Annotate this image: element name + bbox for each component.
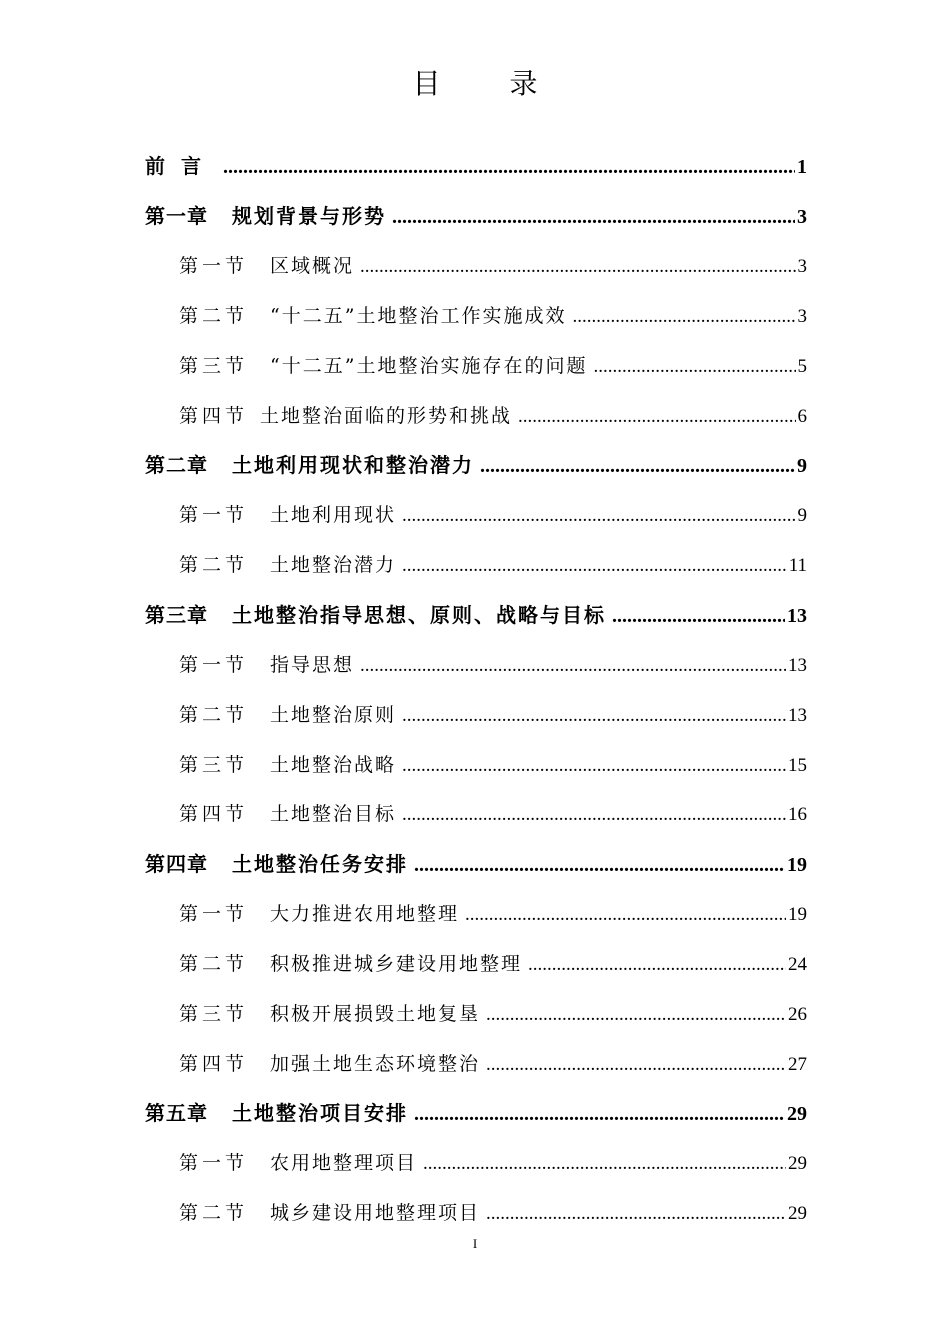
toc-entry-title: 规划背景与形势 (232, 204, 386, 228)
toc-entry-number: 第二节 (179, 1202, 249, 1224)
toc-leader-dots (360, 651, 786, 681)
toc-entry-page: 13 (788, 705, 807, 726)
toc-entry-title: 土地整治项目安排 (232, 1101, 408, 1125)
toc-entry-number: 第二节 (179, 554, 249, 576)
toc-leader-dots (486, 1000, 786, 1030)
toc-entry-section[interactable] (179, 500, 807, 530)
toc-entry-section[interactable] (179, 1148, 807, 1178)
toc-entry-title: “十二五”土地整治工作实施成效 (270, 305, 567, 327)
toc-entry-page: 5 (797, 356, 807, 377)
toc-entry-page: 9 (797, 505, 807, 526)
toc-entry-page: 6 (797, 406, 807, 427)
toc-entry-section[interactable] (179, 700, 807, 730)
toc-entry-chapter-4[interactable] (145, 849, 807, 879)
toc-leader-dots (223, 152, 795, 182)
toc-entry-page: 11 (788, 555, 807, 576)
toc-entry-title: “十二五”土地整治实施存在的问题 (270, 355, 588, 377)
toc-entry-page: 19 (787, 854, 807, 876)
toc-entry-title: 指导思想 (270, 654, 355, 676)
toc-leader-dots (486, 1199, 786, 1229)
toc-entry-chapter-1[interactable] (145, 201, 807, 231)
toc-leader-dots (593, 352, 795, 382)
toc-entry-title: 土地利用现状 (270, 504, 397, 526)
toc-entry-section[interactable] (179, 1049, 807, 1079)
toc-leader-dots (612, 601, 785, 631)
toc-entry-title: 土地整治战略 (270, 754, 397, 776)
toc-entry-number: 第一节 (179, 504, 249, 526)
toc-leader-dots (402, 751, 786, 781)
toc-entry-section[interactable] (179, 301, 807, 331)
toc-entry-title: 加强土地生态环境整治 (270, 1053, 481, 1075)
toc-entry-page: 29 (787, 1103, 807, 1125)
toc-entry-chapter-5[interactable] (145, 1098, 807, 1128)
toc-leader-dots (414, 1099, 785, 1129)
toc-leader-dots (486, 1050, 786, 1080)
toc-leader-dots (360, 252, 795, 282)
toc-entry-title: 农用地整理项目 (270, 1152, 418, 1174)
toc-entry-number: 第一章 (145, 204, 208, 228)
toc-leader-dots (402, 701, 786, 731)
toc-leader-dots (480, 451, 795, 481)
toc-entry-page: 1 (797, 156, 807, 178)
toc-leader-dots (402, 501, 795, 531)
toc-entry-section[interactable] (179, 1198, 807, 1228)
toc-entry-page: 26 (788, 1004, 807, 1025)
toc-entry-title: 土地整治原则 (270, 704, 397, 726)
page-title: 目 录 (412, 67, 568, 100)
toc-entry-number: 第三节 (179, 754, 249, 776)
toc-entry-title: 大力推进农用地整理 (270, 903, 460, 925)
toc-entry-section[interactable] (179, 750, 807, 780)
toc-entry-number: 第一节 (179, 255, 249, 277)
toc-entry-title: 土地整治潜力 (270, 554, 397, 576)
toc-entry-section[interactable] (179, 949, 807, 979)
toc-entry-section[interactable] (179, 999, 807, 1029)
toc-entry-page: 29 (788, 1153, 807, 1174)
toc-entry-page: 13 (787, 605, 807, 627)
toc-entry-number: 第二节 (179, 704, 249, 726)
toc-entry-section[interactable] (179, 799, 807, 829)
toc-entry-page: 3 (797, 256, 807, 277)
toc-leader-dots (518, 402, 795, 432)
toc-entry-title: 土地利用现状和整治潜力 (232, 453, 474, 477)
page-number: I (472, 1236, 478, 1251)
toc-entry-page: 13 (788, 655, 807, 676)
toc-entry-preface[interactable] (145, 151, 807, 181)
toc-entry-title: 积极推进城乡建设用地整理 (270, 953, 523, 975)
toc-entry-page: 19 (788, 904, 807, 925)
toc-entry-section[interactable] (179, 251, 807, 281)
toc-entry-chapter-3[interactable] (145, 600, 807, 630)
toc-entry-number: 第二节 (179, 953, 249, 975)
toc-entry-page: 27 (788, 1054, 807, 1075)
toc-entry-page: 9 (797, 455, 807, 477)
toc-entry-title: 土地整治任务安排 (232, 852, 408, 876)
toc-entry-number: 第二节 (179, 305, 249, 327)
toc-entry-section[interactable] (179, 401, 807, 431)
toc-entry-number: 前言 (145, 154, 217, 178)
toc-entry-number: 第三章 (145, 603, 208, 627)
toc-entry-number: 第一节 (179, 903, 249, 925)
toc-entry-number: 第五章 (145, 1101, 208, 1125)
toc-leader-dots (414, 850, 785, 880)
toc-entry-number: 第一节 (179, 654, 249, 676)
toc-entry-section[interactable] (179, 550, 807, 580)
toc-entry-title: 城乡建设用地整理项目 (270, 1202, 481, 1224)
toc-entry-page: 3 (797, 206, 807, 228)
toc-entry-section[interactable] (179, 351, 807, 381)
toc-entry-title: 区域概况 (270, 255, 355, 277)
toc-entry-number: 第四节 (179, 1053, 249, 1075)
toc-entry-title: 土地整治指导思想、原则、战略与目标 (232, 603, 606, 627)
toc-entry-section[interactable] (179, 899, 807, 929)
toc-leader-dots (392, 202, 795, 232)
toc-entry-title: 土地整治面临的形势和挑战 (260, 405, 513, 427)
toc-leader-dots (402, 800, 786, 830)
toc-entry-title: 土地整治目标 (270, 803, 397, 825)
toc-leader-dots (402, 551, 787, 581)
toc-entry-number: 第四节 (179, 405, 249, 427)
toc-entry-number: 第三节 (179, 1003, 249, 1025)
toc-entry-number: 第四节 (179, 803, 249, 825)
toc-leader-dots (465, 900, 786, 930)
toc-entry-section[interactable] (179, 650, 807, 680)
toc-entry-page: 15 (788, 755, 807, 776)
toc-leader-dots (572, 302, 795, 332)
toc-entry-number: 第四章 (145, 852, 208, 876)
toc-leader-dots (528, 950, 786, 980)
toc-entry-number: 第二章 (145, 453, 208, 477)
toc-entry-page: 3 (797, 306, 807, 327)
toc-leader-dots (423, 1149, 786, 1179)
toc-entry-title: 积极开展损毁土地复垦 (270, 1003, 481, 1025)
toc-entry-number: 第三节 (179, 355, 249, 377)
toc-entry-page: 16 (788, 804, 807, 825)
toc-entry-page: 24 (788, 954, 807, 975)
toc-entry-chapter-2[interactable] (145, 450, 807, 480)
toc-entry-page: 29 (788, 1203, 807, 1224)
toc-entry-number: 第一节 (179, 1152, 249, 1174)
